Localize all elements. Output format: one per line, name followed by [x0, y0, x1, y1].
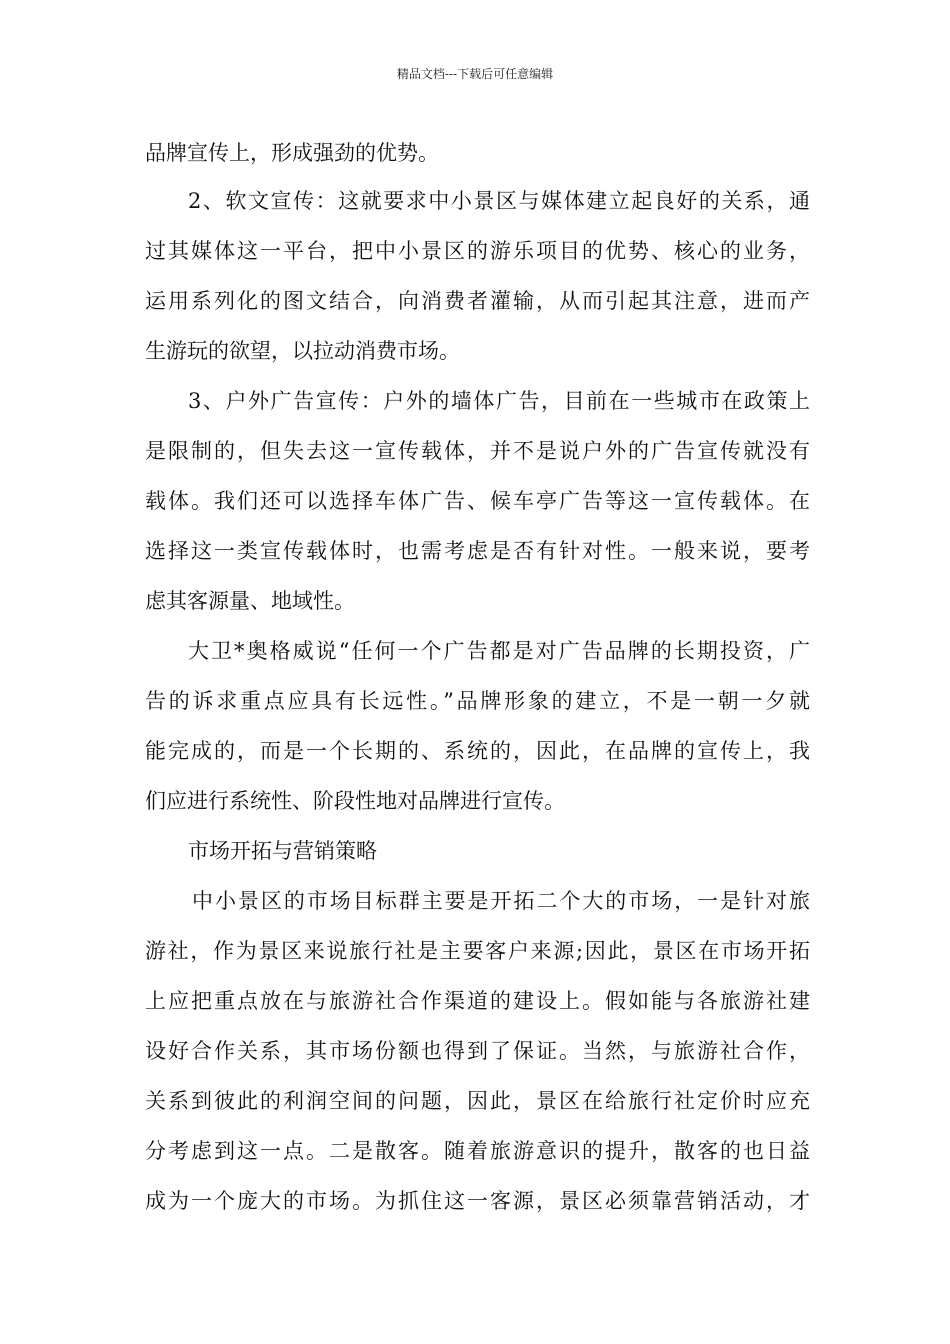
text-line: 们应进行系统性、阶段性地对品牌进行宣传。 — [145, 789, 565, 813]
text-line: 中小景区的市场目标群主要是开拓二个大的市场，一是针对旅 — [192, 889, 810, 913]
text-line: 上应把重点放在与旅游社合作渠道的建设上。假如能与各旅游社建 — [145, 989, 810, 1013]
text-line: 选择这一类宣传载体时，也需考虑是否有针对性。一般来说，要考 — [145, 539, 810, 563]
text-line: 设好合作关系，其市场份额也得到了保证。当然，与旅游社合作， — [145, 1039, 810, 1063]
text-line: 运用系列化的图文结合，向消费者灌输，从而引起其注意，进而产 — [145, 289, 810, 313]
text-line: 大卫*奥格威说“任何一个广告都是对广告品牌的长期投资，广 — [188, 639, 810, 663]
text-line: 能完成的，而是一个长期的、系统的，因此，在品牌的宣传上，我 — [145, 739, 810, 763]
text-line: 关系到彼此的利润空间的问题，因此，景区在给旅行社定价时应充 — [145, 1089, 810, 1113]
text-line: 虑其客源量、地域性。 — [145, 589, 355, 613]
text-line: 告的诉求重点应具有长远性。”品牌形象的建立，不是一朝一夕就 — [145, 689, 810, 713]
text-line: 生游玩的欲望，以拉动消费市场。 — [145, 339, 460, 363]
section-heading: 市场开拓与营销策略 — [188, 839, 377, 863]
text-line: 游社，作为景区来说旅行社是主要客户来源;因此，景区在市场开拓 — [145, 939, 810, 963]
text-line: 过其媒体这一平台，把中小景区的游乐项目的优势、核心的业务， — [145, 239, 810, 263]
text-line: 是限制的，但失去这一宣传载体，并不是说户外的广告宣传就没有 — [145, 439, 810, 463]
text-line: 3、户外广告宣传：户外的墙体广告，目前在一些城市在政策上 — [188, 389, 810, 413]
page-header: 精品文档---下载后可任意编辑 — [396, 67, 554, 81]
text-line: 分考虑到这一点。二是散客。随着旅游意识的提升，散客的也日益 — [145, 1139, 810, 1163]
text-line: 品牌宣传上，形成强劲的优势。 — [145, 141, 439, 165]
text-line: 载体。我们还可以选择车体广告、候车亭广告等这一宣传载体。在 — [145, 489, 810, 513]
text-line: 2、软文宣传：这就要求中小景区与媒体建立起良好的关系，通 — [188, 189, 810, 213]
text-line: 成为一个庞大的市场。为抓住这一客源，景区必须靠营销活动，才 — [145, 1189, 810, 1213]
